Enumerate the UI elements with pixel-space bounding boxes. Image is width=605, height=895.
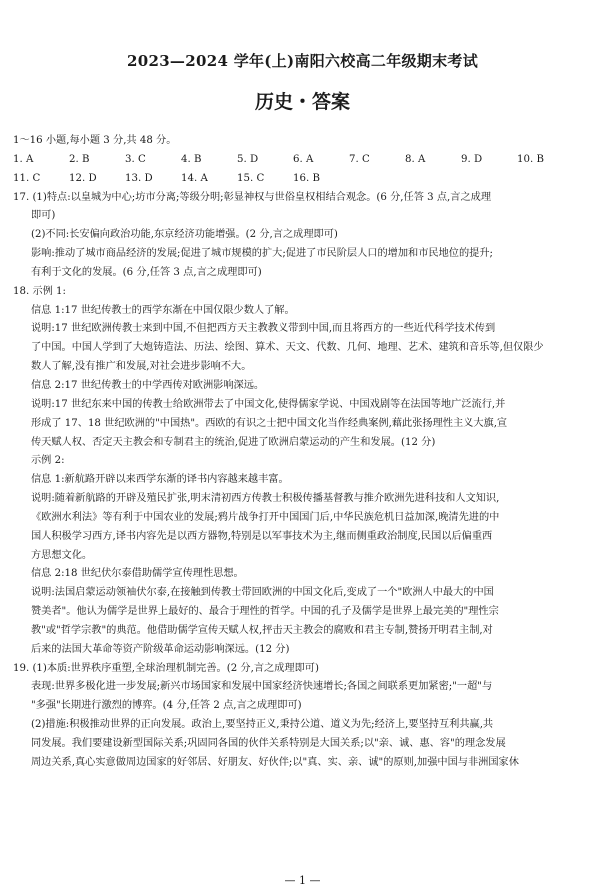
q19-line: 表现:世界多极化进一步发展;新兴市场国家和发展中国家经济快速增长;各国之间联系更加紧密;"一超"与: [31, 681, 493, 693]
q19-line: 周边关系,真心实意做周边国家的好邻居、好朋友、好伙伴;以"真、实、亲、诚"的原则,加强中国与非洲国家休: [31, 756, 519, 768]
exam-title: 2023—2024 学年(上)南阳六校高二年级期末考试: [126, 52, 478, 70]
q17-line: 影响:推动了城市商品经济的发展;促进了城市规模的扩大;促进了市民阶层人口的增加和市民地位的提升;: [31, 248, 493, 260]
q18-line: 示例 2:: [31, 455, 65, 467]
q19-line: 19. (1)本质:世界秩序重塑,全球治理机制完善。(2 分,言之成理即可): [13, 662, 319, 674]
answer-item: 10. B: [517, 153, 544, 165]
answer-item: 5. D: [237, 153, 259, 165]
answer-row-1: [13, 151, 596, 170]
answer-item: 4. B: [181, 153, 202, 165]
q18-line: 18. 示例 1:: [13, 285, 66, 297]
answer-item: 9. D: [461, 153, 483, 165]
q18-line: 说明:随着新航路的开辟及殖民扩张,明末清初西方传教士积极传播基督教与推介欧洲先进科技和人文知识,: [31, 493, 500, 505]
q18-line: 教"或"哲学宗教"的典范。他借助儒学宣传天赋人权,抨击天主教会的腐败和君主专制,赞扬开明君主制,对: [31, 624, 493, 636]
page-number: — 1 —: [284, 874, 321, 887]
mc-header: 1～16 小题,每小题 3 分,共 48 分。: [13, 135, 177, 146]
q18-line: 了中国。中国人学到了大炮铸造法、历法、绘图、算术、天文、代数、几何、地理、艺术、建筑和音乐等,但仅限少: [31, 342, 544, 354]
q18-line: 形成了 17、18 世纪欧洲的"中国热"。西欧的有识之士把中国文化当作经典案例,藉此张扬理性主义大旗,宣: [31, 417, 508, 429]
answer-item: 13. D: [125, 172, 153, 184]
answer-item: 6. A: [293, 153, 314, 165]
q18-line: 信息 1:17 世纪传教士的西学东渐在中国仅限少数人了解。: [31, 304, 295, 316]
q19-line: (2)措施:积极推动世界的正向发展。政治上,要坚持正义,秉持公道、道义为先;经济上,要坚持互利共赢,共: [31, 719, 494, 731]
answer-item: 1. A: [13, 153, 34, 165]
q18-line: 说明:法国启蒙运动领袖伏尔泰,在接触到传教士带回欧洲的中国文化后,变成了一个"欧洲人中最大的中国: [31, 587, 494, 599]
q17-line: 有利于文化的发展。(6 分,任答 3 点,言之成理即可): [31, 266, 262, 278]
exam-subtitle: 历史・答案: [254, 91, 350, 113]
answer-item: 3. C: [125, 153, 146, 165]
answer-item: 11. C: [13, 172, 41, 184]
q18-line: 说明:17 世纪欧洲传教士来到中国,不但把西方天主教教义带到中国,而且将西方的一些近代科学技术传到: [31, 323, 496, 335]
q18-line: 后来的法国大革命等资产阶级革命运动影响深远。(12 分): [31, 643, 290, 655]
answer-item: 12. D: [69, 172, 97, 184]
q18-line: 信息 2:17 世纪传教士的中学西传对欧洲影响深远。: [31, 379, 265, 391]
q18-line: 传天赋人权、否定天主教会和专制君主的统治,促进了欧洲启蒙运动的产生和发展。(12 分): [31, 436, 436, 448]
answer-row-2: [13, 170, 596, 189]
answer-item: 8. A: [405, 153, 426, 165]
answer-item: 16. B: [293, 172, 320, 184]
q18-line: 《欧洲水利法》等有利于中国农业的发展;鸦片战争打开中国国门后,中华民族危机日益加深,晚清先进的中: [31, 511, 500, 523]
answer-item: 15. C: [237, 172, 265, 184]
answer-content: [13, 132, 596, 773]
q18-line: 国人积极学习西方,译书内容先是以西方器物,特别是以军事技术为主,继而侧重政治制度,民国以后偏重西: [31, 530, 493, 542]
q18-line: 信息 2:18 世纪伏尔泰借助儒学宣传理性思想。: [31, 568, 244, 580]
answer-item: 2. B: [69, 153, 90, 165]
q18-line: 说明:17 世纪东来中国的传教士给欧洲带去了中国文化,使得儒家学说、中国戏剧等在法国等地广泛流行,并: [31, 398, 506, 410]
q18-line: 赞美者"。他认为儒学是世界上最好的、最合于理性的哲学。中国的孔子及儒学是世界上最完美的"理性宗: [31, 606, 499, 618]
q19-line: "多强"长期进行激烈的博弈。(4 分,任答 2 点,言之成理即可): [31, 700, 302, 712]
q17-line: 即可): [31, 210, 56, 222]
q18-line: 方思想文化。: [31, 549, 93, 561]
q18-line: 数人了解,没有推广和发展,对社会进步影响不大。: [31, 361, 252, 373]
q19-line: 同发展。我们要建设新型国际关系;巩固同各国的伙伴关系特别是大国关系;以"亲、诚、惠、容"的理念发展: [31, 738, 506, 749]
answer-item: 14. A: [181, 172, 208, 184]
q18-line: 信息 1:新航路开辟以来西学东渐的译书内容越来越丰富。: [31, 474, 289, 486]
q17-line: (2)不同:长安偏向政治功能,东京经济功能增强。(2 分,言之成理即可): [31, 229, 338, 241]
q17-line: 17. (1)特点:以皇城为中心;坊市分离;等级分明;彰显神权与世俗皇权相结合观念。(6 分,任答 3 点,言之成理: [13, 191, 492, 203]
answer-item: 7. C: [349, 153, 370, 165]
